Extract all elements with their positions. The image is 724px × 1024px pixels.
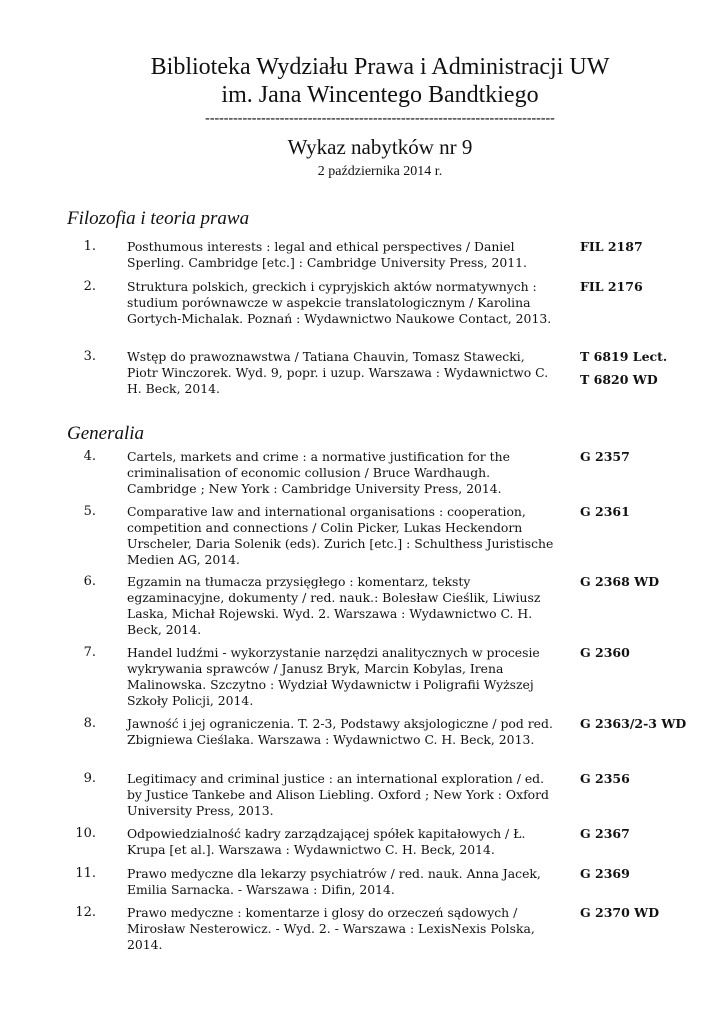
call-number-line: G 2360: [580, 645, 630, 660]
item-description: Handel ludźmi - wykorzystanie narzędzi analitycznych w procesie wykrywania sprawców / Janusz Bryk, Marcin Kobylas, Irena Malinowska. Szczytno : Wydział Wydawnictw i Poligrafii Wyższej Szkoły Policji, 2014.: [127, 645, 540, 708]
section-title-filozofia: Filozofia i teoria prawa: [67, 208, 250, 229]
item-number: 10.: [75, 826, 96, 841]
item-number: 3.: [83, 349, 96, 364]
item-number: 4.: [83, 449, 96, 464]
call-number: [580, 771, 720, 787]
item-number: 1.: [83, 239, 96, 254]
call-number: [580, 905, 720, 921]
call-number-line: G 2361: [580, 504, 630, 519]
header-separator: ---------------------------------------------------------------------------: [205, 111, 555, 126]
item-description: Jawność i jej ograniczenia. T. 2-3, Podstawy aksjologiczne / pod red. Zbigniewa Cieślaka. Warszawa : Wydawnictwo C. H. Beck, 2013.: [127, 716, 553, 747]
item-description: Egzamin na tłumacza przysięgłego : komentarz, teksty egzaminacyjne, dokumenty / red. nauk.: Bolesław Cieślik, Liwiusz Laska, Michał Rojewski. Wyd. 2. Warszawa : Wydawnictwo C. H. Beck, 2014.: [127, 574, 541, 637]
call-number-line: T 6819 Lect.: [580, 349, 668, 364]
call-number-line: FIL 2187: [580, 239, 643, 254]
call-number: [580, 449, 720, 465]
call-number-line: G 2367: [580, 826, 630, 841]
call-number-line: G 2368 WD: [580, 574, 660, 589]
call-number-line: G 2370 WD: [580, 905, 660, 920]
call-number-line: G 2356: [580, 771, 630, 786]
item-number: 12.: [75, 905, 96, 920]
item-description: Struktura polskich, greckich i cypryjskich aktów normatywnych : studium porównawcze w aspekcie translatologicznym / Karolina Gortych-Michalak. Poznań : Wydawnictwo Naukowe Contact, 2013.: [127, 279, 552, 326]
call-number: [580, 279, 720, 295]
item-number: 6.: [83, 574, 96, 589]
document-header: [0, 53, 724, 180]
item-description: Wstęp do prawoznawstwa / Tatiana Chauvin, Tomasz Stawecki, Piotr Winczorek. Wyd. 9, popr. i uzup. Warszawa : Wydawnictwo C. H. Beck, 2014.: [127, 349, 549, 396]
call-number: [580, 574, 720, 590]
item-description: Prawo medyczne dla lekarzy psychiatrów / red. nauk. Anna Jacek, Emilia Sarnacka. - Warszawa : Difin, 2014.: [127, 866, 541, 897]
list-date: 2 października 2014 r.: [317, 164, 443, 179]
call-number: [580, 504, 720, 520]
item-number: 8.: [83, 716, 96, 731]
item-number: 2.: [83, 279, 96, 294]
library-name: Biblioteka Wydziału Prawa i Administracji UW: [150, 54, 610, 80]
call-number: [580, 866, 720, 882]
item-number: 5.: [83, 504, 96, 519]
call-number: [580, 826, 720, 842]
library-patron: im. Jana Wincentego Bandtkiego: [221, 82, 539, 108]
item-description: Odpowiedzialność kadry zarządzającej spółek kapitałowych / Ł. Krupa [et al.]. Warszawa : Wydawnictwo C. H. Beck, 2014.: [127, 826, 526, 857]
call-number: [580, 239, 720, 255]
section-title-generalia: Generalia: [67, 423, 145, 444]
call-number-line: G 2363/2-3 WD: [580, 716, 687, 731]
call-number: [580, 349, 720, 388]
call-number: [580, 645, 720, 661]
item-description: Cartels, markets and crime : a normative justification for the criminalisation of economic collusion / Bruce Wardhaugh. Cambridge ; New York : Cambridge University Press, 2014.: [127, 449, 510, 496]
item-number: 9.: [83, 771, 96, 786]
item-description: Legitimacy and criminal justice : an international exploration / ed. by Justice Tankebe and Alison Liebling. Oxford ; New York : Oxford University Press, 2013.: [127, 771, 549, 818]
list-title: Wykaz nabytków nr 9: [287, 135, 473, 159]
item-description: Comparative law and international organisations : cooperation, competition and connections / Colin Picker, Lukas Heckendorn Urscheler, Daria Solenik (eds). Zurich [etc.] : Schulthess Juristische Medien AG, 2014.: [127, 504, 554, 567]
item-description: Prawo medyczne : komentarze i glosy do orzeczeń sądowych / Mirosław Nesterowicz. - Wyd. 2. - Warszawa : LexisNexis Polska, 2014.: [127, 905, 535, 952]
item-number: 11.: [75, 866, 96, 881]
call-number-line: G 2369: [580, 866, 630, 881]
call-number-line: T 6820 WD: [580, 372, 658, 387]
call-number-line: G 2357: [580, 449, 630, 464]
call-number-line: FIL 2176: [580, 279, 643, 294]
item-description: Posthumous interests : legal and ethical perspectives / Daniel Sperling. Cambridge [etc.] : Cambridge University Press, 2011.: [127, 239, 527, 270]
call-number: [580, 716, 720, 732]
item-number: 7.: [83, 645, 96, 660]
